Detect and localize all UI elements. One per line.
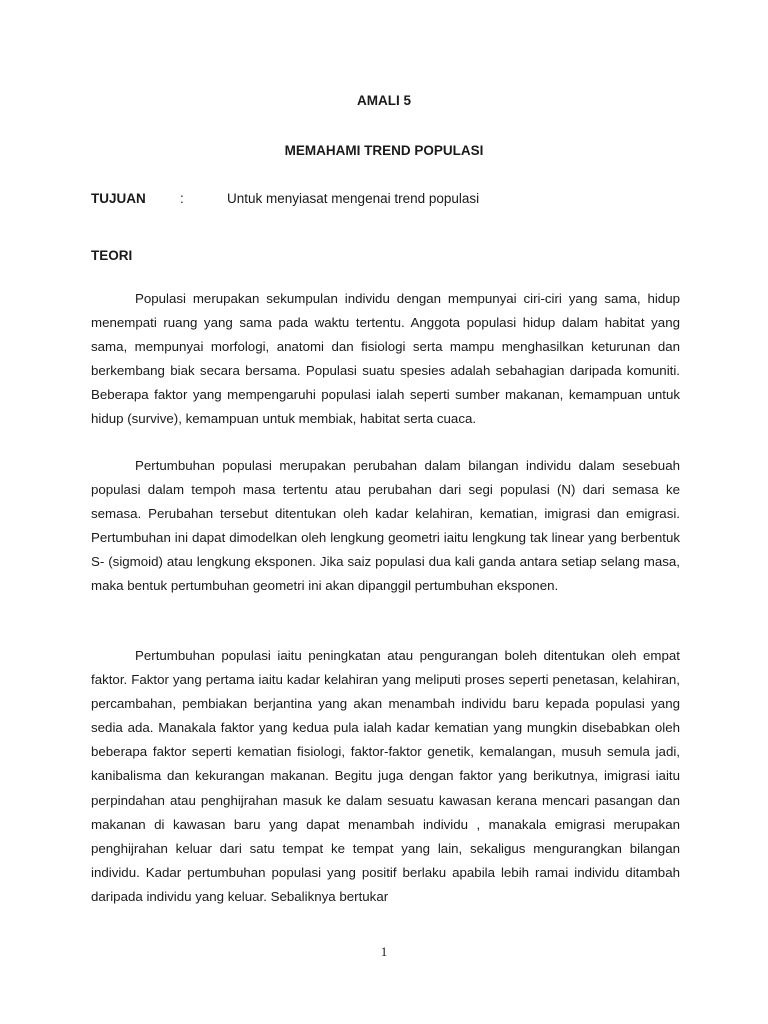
- paragraph-block: [91, 454, 680, 599]
- paragraph-population-growth: Pertumbuhan populasi merupakan perubahan dalam bilangan individu dalam sesebuah populasi dalam tempoh masa tertentu atau perubahan dari segi populasi (N) dari semasa ke semasa. Perubahan tersebut ditentukan oleh kadar kelahiran, kematian, imigrasi dan emigrasi. Pertumbuhan ini dapat dimodelkan oleh lengkung geometri iaitu lengkung tak linear yang berbentuk S- (sigmoid) atau lengkung eksponen. Jika saiz populasi dua kali ganda antara setiap selang masa, maka bentuk pertumbuhan geometri ini akan dipanggil pertumbuhan eksponen.: [91, 458, 680, 594]
- paragraph-growth-factors: Pertumbuhan populasi iaitu peningkatan atau pengurangan boleh ditentukan oleh empat faktor. Faktor yang pertama iaitu kadar kelahiran yang meliputi proses seperti penetasan, kelahiran, percambahan, pembiakan berjantina yang akan menambah individu baru kepada populasi yang sedia ada. Manakala faktor yang kedua pula ialah kadar kematian yang mungkin disebabkan oleh beberapa faktor seperti kematian fisiologi, faktor-faktor genetik, kemalangan, musuh semula jadi, kanibalisma dan kekurangan makanan. Begitu juga dengan faktor yang berikutnya, imigrasi iaitu perpindahan atau penghijrahan masuk ke dalam sesuatu kawasan kerana mencari pasangan dan makanan di kawasan baru yang dapat menambah individu , manakala emigrasi merupakan penghijrahan keluar dari satu tempat ke tempat yang lain, sekaligus mengurangkan bilangan individu. Kadar pertumbuhan populasi yang positif berlaku apabila lebih ramai individu ditambah daripada individu yang keluar. Sebaliknya bertukar: [91, 648, 680, 904]
- paragraph-block: [91, 644, 680, 909]
- paragraph-block: [91, 287, 680, 432]
- objective-label: TUJUAN: [91, 191, 146, 206]
- document-subtitle: MEMAHAMI TREND POPULASI: [284, 143, 484, 158]
- page-number: 1: [380, 944, 388, 959]
- paragraph-population-definition: Populasi merupakan sekumpulan individu dengan mempunyai ciri-ciri yang sama, hidup menempati ruang yang sama pada waktu tertentu. Anggota populasi hidup dalam habitat yang sama, mempunyai morfologi, anatomi dan fisiologi serta mampu menghasilkan keturunan dan berkembang biak secara bersama. Populasi suatu spesies adalah sebahagian daripada komuniti. Beberapa faktor yang mempengaruhi populasi ialah seperti sumber makanan, kemampuan untuk hidup (survive), kemampuan untuk membiak, habitat serta cuaca.: [91, 291, 680, 427]
- objective-separator: :: [180, 191, 184, 206]
- document-title: AMALI 5: [357, 93, 411, 108]
- theory-heading: TEORI: [91, 248, 133, 263]
- objective-text: Untuk menyiasat mengenai trend populasi: [227, 191, 480, 206]
- objective-row: [91, 191, 691, 209]
